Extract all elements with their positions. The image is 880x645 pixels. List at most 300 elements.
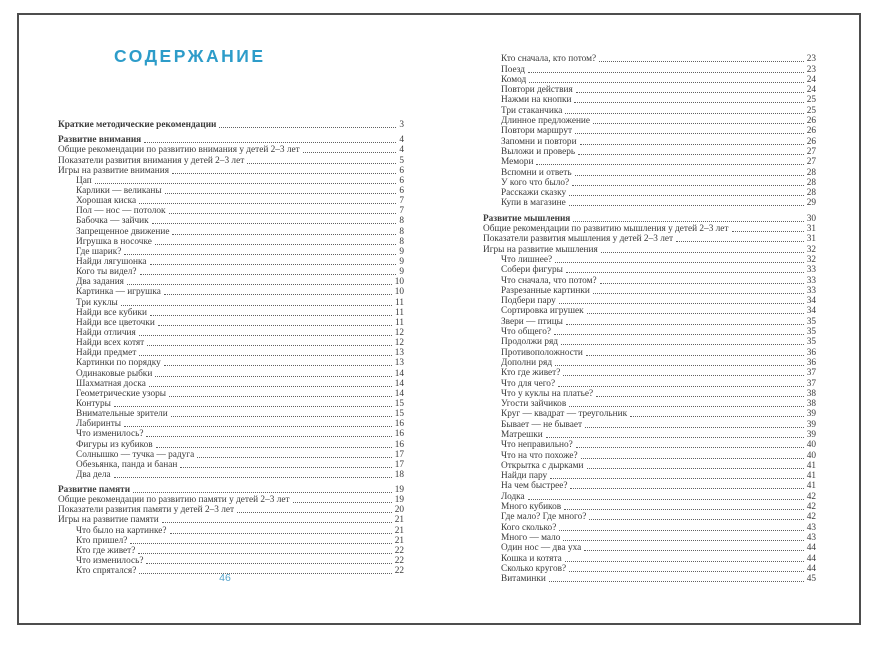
- toc-dot-leader: [293, 502, 392, 503]
- toc-dot-leader: [150, 315, 392, 316]
- toc-dot-leader: [555, 365, 804, 366]
- toc-entry-label: Солнышко — тучка — радуга: [76, 449, 195, 460]
- toc-row: [58, 216, 404, 226]
- toc-entry-page: 37: [806, 378, 816, 389]
- toc-row: [58, 525, 404, 535]
- toc-dot-leader: [127, 284, 392, 285]
- toc-entry-page: 30: [806, 213, 816, 224]
- toc-entry-label: Что было на картинке?: [76, 525, 167, 536]
- toc-entry-page: 41: [806, 460, 816, 471]
- toc-row: [483, 512, 816, 522]
- toc-entry-page: 33: [806, 275, 816, 286]
- toc-entry-page: 36: [806, 357, 816, 368]
- toc-entry-page: 28: [806, 177, 816, 188]
- toc-entry-page: 32: [806, 254, 816, 265]
- toc-dot-leader: [600, 283, 804, 284]
- toc-entry-label: Расскажи сказку: [501, 188, 567, 199]
- toc-entry-page: 39: [806, 429, 816, 440]
- toc-entry-page: 14: [394, 368, 404, 379]
- toc-entry-label: Кто сначала, кто потом?: [501, 54, 597, 65]
- toc-dot-leader: [573, 221, 803, 222]
- toc-dot-leader: [561, 344, 804, 345]
- toc-entry-page: 19: [394, 495, 404, 506]
- toc-entry-label: Что сначала, что потом?: [501, 275, 597, 286]
- toc-entry-label: Бабочка — зайчик: [76, 216, 149, 227]
- toc-entry-label: Развитие памяти: [58, 485, 131, 496]
- toc-entry-page: 26: [806, 136, 816, 147]
- toc-row: [483, 188, 816, 198]
- toc-entry-page: 12: [394, 338, 404, 349]
- toc-entry-label: Найди пару: [501, 471, 548, 482]
- toc-dot-leader: [566, 272, 804, 273]
- toc-row: [483, 75, 816, 85]
- toc-row: [58, 308, 404, 318]
- toc-row: [58, 237, 404, 247]
- toc-entry-label: Одинаковые рыбки: [76, 368, 153, 379]
- toc-entry-label: Собери фигуры: [501, 265, 563, 276]
- toc-entry-label: Кого ты видел?: [76, 267, 137, 278]
- toc-dot-leader: [575, 175, 804, 176]
- toc-entry-label: Развитие мышления: [483, 213, 571, 224]
- toc-entry-page: 6: [399, 175, 404, 186]
- toc-entry-page: 6: [399, 165, 404, 176]
- toc-dot-leader: [170, 533, 392, 534]
- toc-row: [483, 327, 816, 337]
- toc-dot-leader: [566, 324, 804, 325]
- toc-dot-leader: [528, 72, 804, 73]
- toc-dot-leader: [593, 293, 804, 294]
- toc-entry-label: Контуры: [76, 398, 111, 409]
- toc-entry-page: 24: [806, 85, 816, 96]
- toc-entry-page: 21: [394, 525, 404, 536]
- toc-dot-leader: [581, 458, 804, 459]
- toc-entry-label: Угости зайчиков: [501, 399, 567, 410]
- toc-dot-leader: [149, 386, 392, 387]
- toc-dot-leader: [155, 376, 391, 377]
- toc-row: [58, 328, 404, 338]
- toc-dot-leader: [171, 416, 392, 417]
- toc-row: [483, 430, 816, 440]
- toc-entry-page: 22: [394, 545, 404, 556]
- toc-entry-label: Геометрические узоры: [76, 388, 166, 399]
- toc-entry-label: Игры на развитие памяти: [58, 515, 159, 526]
- toc-entry-page: 15: [394, 398, 404, 409]
- toc-dot-leader: [219, 127, 396, 128]
- toc-row: [483, 471, 816, 481]
- toc-row: [483, 419, 816, 429]
- toc-dot-leader: [569, 406, 803, 407]
- toc-dot-leader: [559, 303, 804, 304]
- toc-entry-page: 40: [806, 450, 816, 461]
- toc-dot-leader: [558, 386, 804, 387]
- toc-entry-page: 31: [806, 234, 816, 245]
- toc-entry-label: Бывает — не бывает: [501, 419, 583, 430]
- toc-row: [58, 358, 404, 368]
- toc-entry-page: 18: [394, 469, 404, 480]
- toc-entry-page: 17: [394, 449, 404, 460]
- toc-dot-leader: [550, 478, 804, 479]
- toc-dot-leader: [303, 152, 397, 153]
- toc-dot-leader: [172, 173, 396, 174]
- toc-row: [483, 533, 816, 543]
- toc-dot-leader: [155, 244, 396, 245]
- toc-row: [483, 116, 816, 126]
- toc-dot-leader: [247, 163, 396, 164]
- toc-dot-leader: [237, 512, 392, 513]
- toc-row: [58, 546, 404, 556]
- toc-entry-page: 24: [806, 74, 816, 85]
- toc-dot-leader: [565, 561, 804, 562]
- toc-entry-label: Сортировка игрушек: [501, 306, 584, 317]
- toc-entry-label: Сколько кругов?: [501, 563, 567, 574]
- toc-row: [58, 348, 404, 358]
- toc-entry-label: Разрезанные картинки: [501, 285, 590, 296]
- toc-entry-page: 7: [399, 196, 404, 207]
- toc-dot-leader: [114, 477, 392, 478]
- toc-entry-label: Игры на развитие внимания: [58, 165, 169, 176]
- toc-row: [58, 379, 404, 389]
- toc-row: [483, 198, 816, 208]
- toc-dot-leader: [172, 234, 396, 235]
- toc-entry-label: Два дела: [76, 469, 111, 480]
- toc-entry-label: Цап: [76, 175, 92, 186]
- toc-entry-page: 37: [806, 368, 816, 379]
- toc-row: [483, 126, 816, 136]
- toc-dot-leader: [587, 313, 804, 314]
- toc-entry-page: 35: [806, 337, 816, 348]
- toc-row: [483, 85, 816, 95]
- toc-row: [58, 166, 404, 176]
- toc-entry-page: 14: [394, 388, 404, 399]
- toc-entry-label: Мемори: [501, 157, 534, 168]
- toc-entry-label: Дополни ряд: [501, 357, 553, 368]
- toc-entry-label: Купи в магазине: [501, 198, 566, 209]
- toc-dot-leader: [147, 345, 391, 346]
- toc-entry-label: Кто где живет?: [76, 545, 136, 556]
- toc-row: [483, 213, 816, 223]
- toc-row: [483, 368, 816, 378]
- toc-entry-page: 9: [399, 267, 404, 278]
- toc-entry-label: Один нос — два уха: [501, 543, 582, 554]
- toc-dot-leader: [140, 274, 397, 275]
- toc-row: [58, 439, 404, 449]
- toc-entry-label: Матрешки: [501, 429, 543, 440]
- toc-row: [58, 515, 404, 525]
- toc-entry-label: Найди предмет: [76, 348, 137, 359]
- toc-dot-leader: [152, 223, 397, 224]
- toc-entry-label: У кого что было?: [501, 177, 570, 188]
- toc-entry-label: Противоположности: [501, 347, 583, 358]
- toc-dot-leader: [162, 522, 392, 523]
- toc-dot-leader: [585, 427, 804, 428]
- toc-dot-leader: [559, 530, 803, 531]
- toc-dot-leader: [165, 193, 397, 194]
- toc-row: [483, 543, 816, 553]
- toc-dot-leader: [732, 231, 804, 232]
- toc-dot-leader: [549, 581, 804, 582]
- toc-entry-label: Витаминки: [501, 574, 546, 585]
- toc-entry-label: Что для чего?: [501, 378, 556, 389]
- toc-row: [483, 461, 816, 471]
- toc-column-left: [58, 120, 404, 576]
- toc-dot-leader: [124, 426, 392, 427]
- toc-dot-leader: [139, 203, 396, 204]
- toc-entry-label: Что изменилось?: [76, 429, 144, 440]
- toc-row: [483, 481, 816, 491]
- toc-entry-page: 34: [806, 296, 816, 307]
- toc-dot-leader: [169, 213, 397, 214]
- toc-dot-leader: [574, 102, 803, 103]
- toc-row: [58, 389, 404, 399]
- toc-entry-label: Три куклы: [76, 297, 118, 308]
- toc-row: [58, 297, 404, 307]
- toc-entry-label: Повтори действия: [501, 85, 573, 96]
- toc-dot-leader: [546, 437, 804, 438]
- toc-dot-leader: [114, 406, 392, 407]
- toc-entry-label: Кто спрятался?: [76, 566, 137, 577]
- toc-dot-leader: [144, 142, 396, 143]
- toc-entry-page: 27: [806, 157, 816, 168]
- toc-entry-page: 42: [806, 491, 816, 502]
- toc-dot-leader: [601, 252, 804, 253]
- toc-entry-label: Шахматная доска: [76, 378, 146, 389]
- toc-entry-page: 10: [394, 287, 404, 298]
- toc-dot-leader: [139, 355, 391, 356]
- toc-row: [483, 95, 816, 105]
- toc-dot-leader: [139, 573, 391, 574]
- toc-entry-page: 34: [806, 306, 816, 317]
- toc-entry-page: 23: [806, 54, 816, 65]
- toc-dot-leader: [133, 492, 392, 493]
- toc-row: [58, 155, 404, 165]
- toc-dot-leader: [536, 164, 803, 165]
- toc-dot-leader: [572, 185, 804, 186]
- toc-row: [58, 556, 404, 566]
- toc-entry-label: Что на что похоже?: [501, 450, 578, 461]
- toc-row: [58, 419, 404, 429]
- toc-entry-label: Развитие внимания: [58, 135, 142, 146]
- toc-row: [58, 206, 404, 216]
- toc-row: [483, 157, 816, 167]
- toc-entry-label: Подбери пару: [501, 296, 556, 307]
- toc-row: [483, 564, 816, 574]
- toc-entry-page: 39: [806, 419, 816, 430]
- toc-entry-label: Найди все цветочки: [76, 317, 155, 328]
- toc-entry-page: 28: [806, 167, 816, 178]
- toc-dot-leader: [596, 396, 804, 397]
- toc-dot-leader: [593, 123, 804, 124]
- toc-entry-label: Игры на развитие мышления: [483, 244, 598, 255]
- toc-dot-leader: [554, 334, 804, 335]
- toc-dot-leader: [586, 355, 804, 356]
- toc-entry-page: 31: [806, 224, 816, 235]
- toc-entry-label: Что общего?: [501, 327, 551, 338]
- toc-dot-leader: [580, 144, 804, 145]
- toc-entry-label: Общие рекомендации по развитию мышления у детей 2–3 лет: [483, 224, 729, 235]
- toc-entry-label: Нажми на кнопки: [501, 95, 572, 106]
- toc-entry-page: 40: [806, 440, 816, 451]
- toc-entry-page: 16: [394, 429, 404, 440]
- toc-entry-page: 22: [394, 556, 404, 567]
- toc-dot-leader: [121, 305, 392, 306]
- toc-entry-label: На чем быстрее?: [501, 481, 568, 492]
- toc-row: [483, 450, 816, 460]
- toc-dot-leader: [95, 183, 397, 184]
- toc-row: [58, 267, 404, 277]
- toc-entry-label: Кто где живет?: [501, 368, 561, 379]
- toc-row: [58, 470, 404, 480]
- toc-entry-label: Запомни и повтори: [501, 136, 577, 147]
- toc-entry-label: Карлики — великаны: [76, 185, 162, 196]
- toc-row: [58, 145, 404, 155]
- toc-dot-leader: [197, 457, 392, 458]
- toc-entry-label: Продолжи ряд: [501, 337, 559, 348]
- toc-entry-label: Три стаканчика: [501, 105, 563, 116]
- toc-row: [58, 429, 404, 439]
- toc-row: [58, 226, 404, 236]
- toc-entry-label: Показатели развития памяти у детей 2–3 лет: [58, 505, 235, 516]
- toc-entry-page: 14: [394, 378, 404, 389]
- toc-entry-page: 43: [806, 532, 816, 543]
- toc-entry-page: 11: [395, 317, 404, 328]
- toc-row: [58, 120, 404, 130]
- toc-row: [58, 460, 404, 470]
- toc-entry-page: 11: [395, 297, 404, 308]
- toc-entry-page: 15: [394, 409, 404, 420]
- toc-entry-label: Найди отличия: [76, 327, 136, 338]
- toc-row: [483, 296, 816, 306]
- toc-entry-page: 41: [806, 471, 816, 482]
- toc-dot-leader: [570, 488, 803, 489]
- toc-row: [483, 244, 816, 254]
- toc-entry-label: Лабиринты: [76, 419, 122, 430]
- toc-row: [58, 135, 404, 145]
- toc-entry-label: Кто пришел?: [76, 535, 128, 546]
- toc-entry-label: Комод: [501, 74, 527, 85]
- toc-entry-label: Вспомни и ответь: [501, 167, 572, 178]
- toc-row: [58, 338, 404, 348]
- toc-entry-page: 27: [806, 146, 816, 157]
- toc-entry-page: 38: [806, 388, 816, 399]
- toc-dot-leader: [569, 571, 804, 572]
- toc-entry-label: Много — мало: [501, 532, 561, 543]
- toc-entry-page: 43: [806, 522, 816, 533]
- toc-entry-label: Длинное предложение: [501, 116, 591, 127]
- toc-entry-page: 26: [806, 126, 816, 137]
- toc-entry-label: Кошка и котята: [501, 553, 562, 564]
- toc-entry-label: Внимательные зрители: [76, 409, 168, 420]
- toc-entry-label: Найди всех котят: [76, 338, 145, 349]
- toc-entry-page: 16: [394, 419, 404, 430]
- toc-entry-label: Хорошая киска: [76, 196, 137, 207]
- toc-entry-page: 44: [806, 553, 816, 564]
- toc-entry-label: Общие рекомендации по развитию памяти у детей 2–3 лет: [58, 495, 290, 506]
- toc-entry-label: Пол — нос — потолок: [76, 206, 166, 217]
- toc-entry-page: 8: [399, 216, 404, 227]
- toc-dot-leader: [599, 61, 804, 62]
- toc-dot-leader: [578, 154, 804, 155]
- toc-entry-page: 26: [806, 116, 816, 127]
- toc-entry-label: Что неправильно?: [501, 440, 573, 451]
- toc-row: [58, 257, 404, 267]
- toc-dot-leader: [138, 553, 391, 554]
- toc-entry-label: Кого сколько?: [501, 522, 557, 533]
- toc-entry-page: 20: [394, 505, 404, 516]
- toc-dot-leader: [563, 540, 803, 541]
- toc-entry-page: 17: [394, 459, 404, 470]
- toc-dot-leader: [528, 499, 804, 500]
- toc-entry-page: 13: [394, 348, 404, 359]
- toc-entry-page: 9: [399, 246, 404, 257]
- toc-entry-page: 22: [394, 566, 404, 577]
- toc-row: [483, 255, 816, 265]
- toc-dot-leader: [563, 375, 803, 376]
- toc-row: [483, 234, 816, 244]
- toc-row: [58, 536, 404, 546]
- toc-row: [58, 287, 404, 297]
- toc-entry-label: Что у куклы на платье?: [501, 388, 594, 399]
- toc-dot-leader: [124, 254, 396, 255]
- toc-entry-label: Общие рекомендации по развитию внимания у детей 2–3 лет: [58, 145, 300, 156]
- toc-entry-page: 35: [806, 327, 816, 338]
- toc-row: [483, 347, 816, 357]
- toc-entry-page: 8: [399, 226, 404, 237]
- toc-entry-page: 25: [806, 95, 816, 106]
- toc-dot-leader: [164, 294, 392, 295]
- toc-entry-page: 23: [806, 64, 816, 75]
- toc-row: [58, 318, 404, 328]
- toc-dot-leader: [169, 396, 392, 397]
- toc-row: [58, 368, 404, 378]
- toc-dot-leader: [150, 264, 397, 265]
- toc-entry-page: 12: [394, 327, 404, 338]
- toc-row: [58, 186, 404, 196]
- toc-entry-page: 7: [399, 206, 404, 217]
- toc-entry-page: 36: [806, 347, 816, 358]
- page-number-folio: 46: [219, 572, 231, 584]
- contents-title: СОДЕРЖАНИЕ: [114, 46, 266, 66]
- toc-row: [483, 553, 816, 563]
- toc-row: [483, 316, 816, 326]
- toc-entry-page: 45: [806, 574, 816, 585]
- toc-entry-label: Картинка — игрушка: [76, 287, 161, 298]
- toc-entry-page: 13: [394, 358, 404, 369]
- toc-entry-label: Где шарик?: [76, 246, 122, 257]
- toc-row: [483, 491, 816, 501]
- toc-dot-leader: [158, 325, 392, 326]
- toc-row: [483, 389, 816, 399]
- toc-row: [483, 167, 816, 177]
- toc-entry-label: Звери — птицы: [501, 316, 563, 327]
- toc-entry-page: 5: [399, 155, 404, 166]
- toc-entry-page: 42: [806, 502, 816, 513]
- toc-entry-page: 32: [806, 244, 816, 255]
- toc-entry-page: 8: [399, 236, 404, 247]
- toc-entry-label: Найди лягушонка: [76, 256, 147, 267]
- toc-dot-leader: [156, 447, 392, 448]
- toc-entry-label: Что лишнее?: [501, 254, 553, 265]
- toc-entry-label: Запрещенное движение: [76, 226, 170, 237]
- toc-entry-page: 42: [806, 512, 816, 523]
- toc-column-right: [483, 54, 816, 584]
- toc-row: [58, 247, 404, 257]
- toc-row: [483, 306, 816, 316]
- toc-row: [483, 275, 816, 285]
- toc-entry-page: 4: [399, 135, 404, 146]
- toc-entry-label: Картинки по порядку: [76, 358, 161, 369]
- toc-row: [483, 105, 816, 115]
- toc-dot-leader: [529, 82, 804, 83]
